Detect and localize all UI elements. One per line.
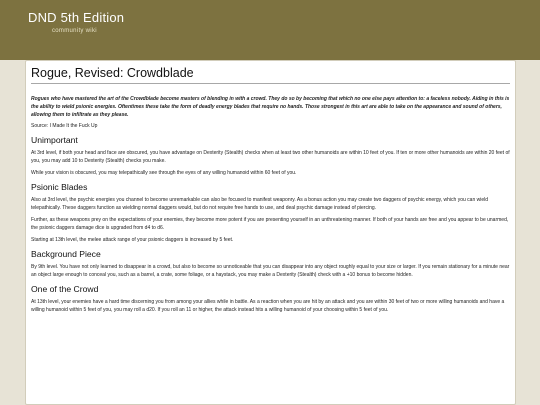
section-heading-psionic-blades: Psionic Blades bbox=[31, 182, 88, 192]
section-paragraph: Further, as these weapons prey on the expectations of your enemies, they become more potent if you are presenting yourself in an unthreatening manner. If both of your hands are free and you appear to be unarmed, the psionic daggers damage dice is upgraded from d4 to d6. bbox=[31, 217, 509, 231]
section-paragraph: Also at 3rd level, the psychic energies you channel to become unremarkable can also be focused to manifest weaponry. As a bonus action you may create two daggers of psychic energy, which you can wield telepathically. These daggers function as wielding normal daggers would, but do not require free hands to use, and deal psychic damage instead of piercing. bbox=[31, 197, 489, 211]
section-paragraph: Starting at 13th level, the melee attack range of your psionic daggers is increased by 5 feet. bbox=[31, 237, 234, 243]
intro-paragraph: Rogues who have mastered the art of the Crowdblade become masters of blending in with a crowd. They do so by becoming that which no one else pays attention to: a faceless nobody. Aiding in this is the ability to wield psionic energies. Oftentimes these take the form of deadly energy blades that require no hands. Those strongest in this art are able to take on the appearance and sound of others, allowing them to infiltrate as they please. bbox=[31, 96, 510, 118]
section-paragraph: At 3rd level, if both your head and face are obscured, you have advantage on Dexterity (Stealth) checks when at least two other humanoids are within 10 feet of you. If ten or more other humanoids are within 20 feet of you, you may add 10 to Dexterity (Stealth) checks you make. bbox=[31, 150, 510, 164]
section-heading-unimportant: Unimportant bbox=[31, 135, 78, 145]
section-paragraph: By 9th level. You have not only learned to disappear in a crowd, but also to become so unnoticeable that you can disappear into any object roughly equal to your size or larger. If you remain stationary for a minute near an object large enough to conceal you, such as a barrel, a crate, some foliage, or a haystack, you may make a Dexterity (Stealth) check with a +10 bonus to become hidden. bbox=[31, 264, 510, 278]
article-body bbox=[31, 95, 510, 314]
section-paragraph: While your vision is obscured, you may telepathically see through the eyes of any willing humanoid within 60 feet of you. bbox=[31, 170, 297, 176]
site-subtitle: community wiki bbox=[52, 28, 97, 34]
section-paragraph: At 13th level, your enemies have a hard time discerning you from among your allies while in battle. As a reaction when you are hit by an attack and you are within 30 feet of two or more willing humanoids and have a willing humanoid within 5 feet of you, you may roll a d20. If you roll an 11 or higher, the attack instead hits a willing humanoid of your choosing within 5 feet of you. bbox=[31, 299, 505, 313]
section-heading-background-piece: Background Piece bbox=[31, 249, 101, 259]
source-line: Source: I Made It the Fuck Up bbox=[31, 123, 98, 129]
site-header bbox=[0, 0, 540, 60]
site-title[interactable]: DND 5th Edition bbox=[28, 10, 125, 25]
section-heading-one-of-the-crowd: One of the Crowd bbox=[31, 284, 99, 294]
page-content-panel bbox=[25, 60, 516, 405]
page-title: Rogue, Revised: Crowdblade bbox=[31, 66, 510, 84]
